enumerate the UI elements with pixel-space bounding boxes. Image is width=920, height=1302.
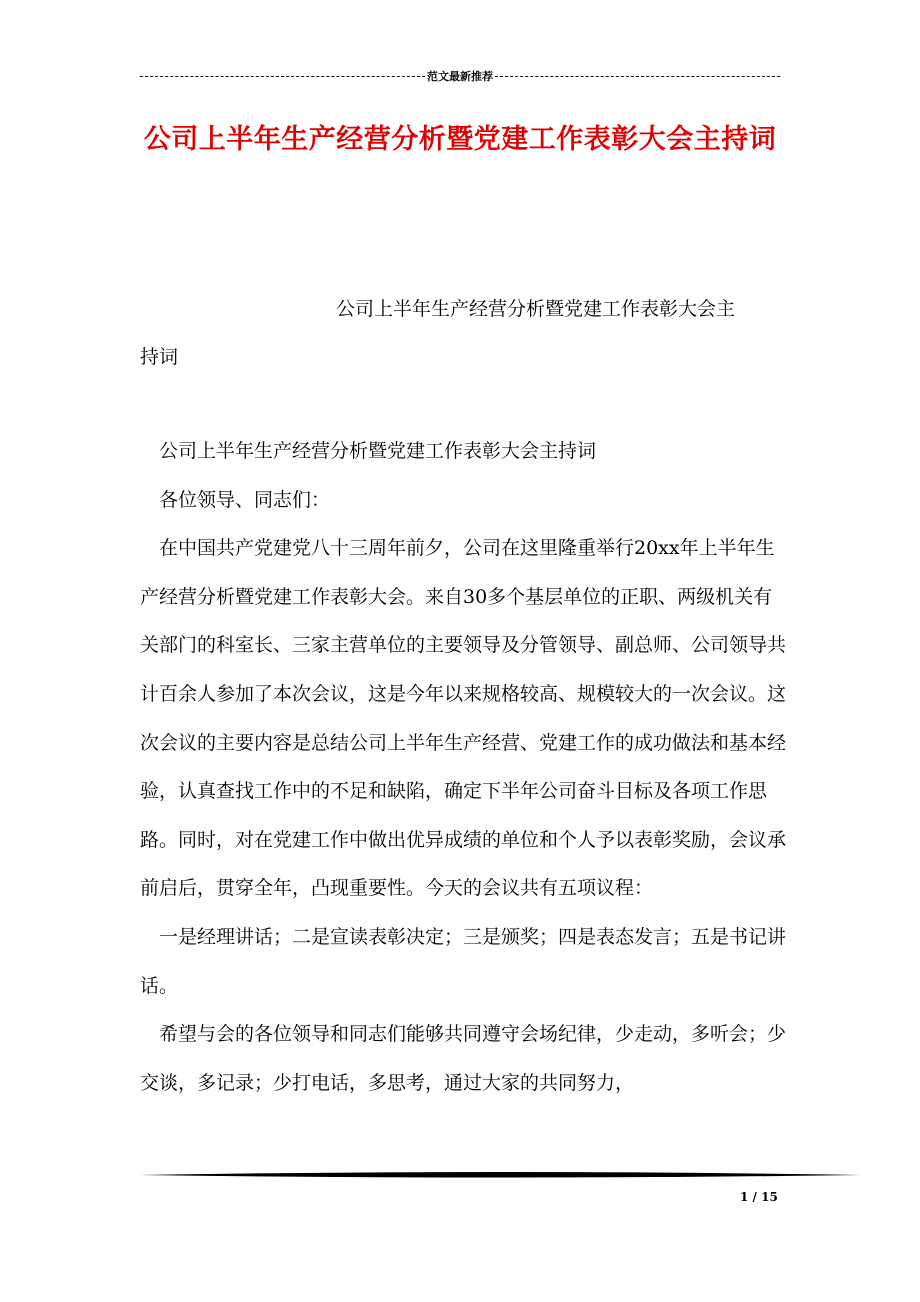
body-paragraph: 一是经理讲话；二是宣读表彰决定；三是颁奖；四是表态发言；五是书记讲话。 (140, 925, 787, 997)
body-paragraph: 各位领导、同志们： (159, 488, 331, 511)
document-subtitle (140, 285, 788, 381)
body-paragraph: 在中国共产党建党八十三周年前夕，公司在这里隆重举行20xx年上半年生产经营分析暨党建工作表彰大会。来自30多个基层单位的正职、两级机关有关部门的科室长、三家主营单位的主要领导及分管领导、副总师、公司领导共计百余人参加了本次会议，这是今年以来规格较高、规模较大的一次会议。这次会议的主要内容是总结公司上半年生产经营、党建工作的成功做法和基本经验，认真查找工作中的不足和缺陷，确定下半年公司奋斗目标及各项工作思路。同时，对在党建工作中做出优异成绩的单位和个人予以表彰奖励，会议承前启后，贯穿全年，凸现重要性。今天的会议共有五项议程： (140, 537, 787, 900)
body-paragraph: 公司上半年生产经营分析暨党建工作表彰大会主持词 (159, 440, 597, 462)
footer-rule (140, 1168, 862, 1182)
header-dash-left (140, 76, 425, 77)
subtitle-line-2: 持词 (140, 346, 179, 368)
header-label: 范文最新推荐 (427, 70, 493, 83)
page-header (140, 66, 780, 86)
header-dash-right (495, 76, 780, 77)
document-title: 公司上半年生产经营分析暨党建工作表彰大会主持词 (143, 124, 777, 155)
subtitle-line-1: 公司上半年生产经营分析暨党建工作表彰大会主 (336, 298, 736, 320)
document-body (140, 427, 788, 1107)
page-number: 1 / 15 (740, 1190, 778, 1204)
body-paragraph: 希望与会的各位领导和同志们能够共同遵守会场纪律，少走动，多听会；少交谈，多记录；少打电话，多思考，通过大家的共同努力， (140, 1023, 787, 1094)
